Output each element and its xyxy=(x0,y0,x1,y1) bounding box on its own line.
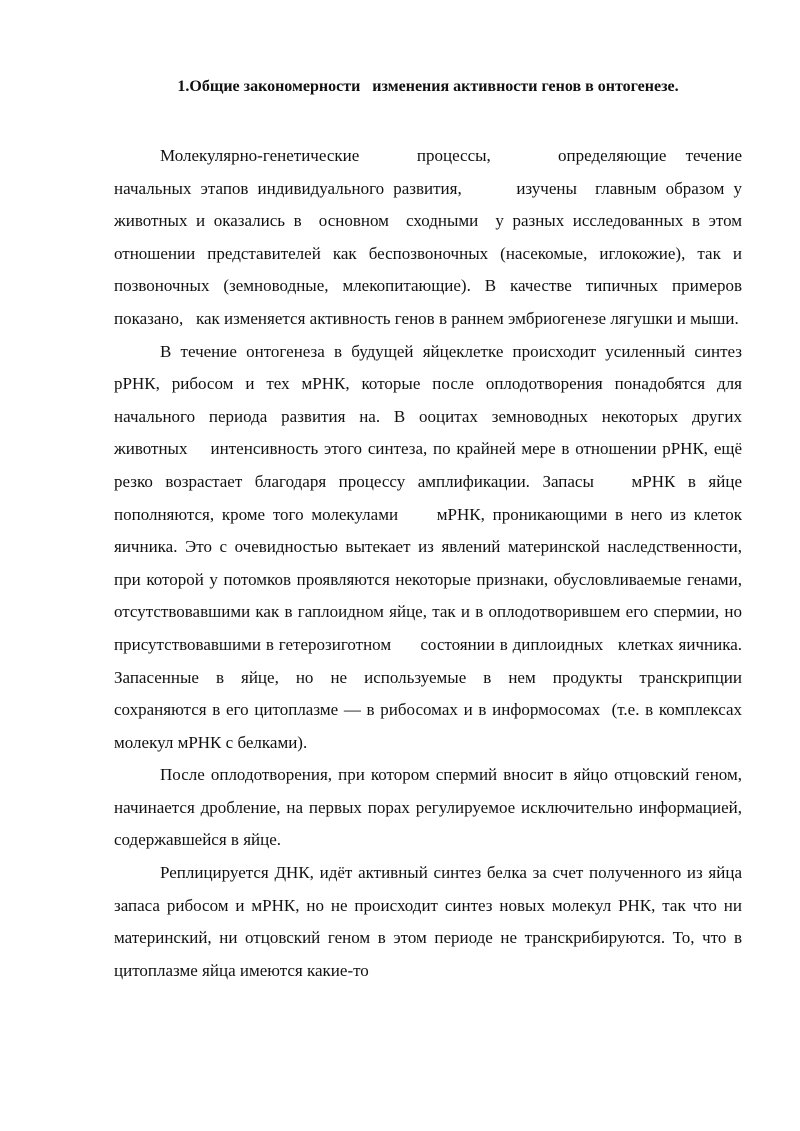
paragraph-3: После оплодотворения, при котором спермий вносит в яйцо отцовский геном, начинается дробление, на первых порах регулируемое исключительно информацией, содержавшейся в яйце. xyxy=(114,765,747,850)
paragraph-4: Реплицируется ДНК, идёт активный синтез белка за счет полученного из яйца запаса рибосом и мРНК, но не происходит синтез новых молекул РНК, так что ни материнский, ни отцовский геном в этом периоде не транскрибируются. То, что в цитоплазме яйца имеются какие-то xyxy=(114,863,747,980)
paragraph-2: В течение онтогенеза в будущей яйцеклетке происходит усиленный синтез рРНК, рибосом и тех мРНК, которые после оплодотворения понадобятся для начального периода развития на. В ооцитах земноводных некоторых других животных интенсивность этого синтеза, по крайней мере в отношении рРНК, ещё резко возрастает благодаря процессу амплификации. Запасы мРНК в яйце пополняются, кроме того молекулами мРНК, проникающими в него из клеток яичника. Это с очевидностью вытекает из явлений материнской наследственности, при которой у потомков проявляются некоторые признаки, обусловливаемые генами, отсутствовавшими как в гаплоидном яйце, так и в оплодотворившем его спермии, но присутствовавшими в гетерозиготном состоянии в диплоидных клетках яичника. Запасенные в яйце, но не используемые в нем продукты транскрипции сохраняются в его цитоплазме — в рибосомах и в информосомах (т.е. в комплексах молекул мРНК с белками). xyxy=(114,341,776,752)
document-body xyxy=(114,140,776,987)
paragraph-1: Молекулярно-генетические процессы, определяющие течение начальных этапов индивидуального развития, изучены главным образом у животных и оказались в основном сходными у разных исследованных в этом отношении представителей как беспозвоночных (насекомые, иглокожие), так и позвоночных (земноводные, млекопитающие). В качестве типичных примеров показано, как изменяется активность генов в раннем эмбриогенезе лягушки и мыши. xyxy=(114,146,747,328)
section-title: 1.Общие закономерности изменения активности генов в онтогенезе. xyxy=(177,78,679,95)
